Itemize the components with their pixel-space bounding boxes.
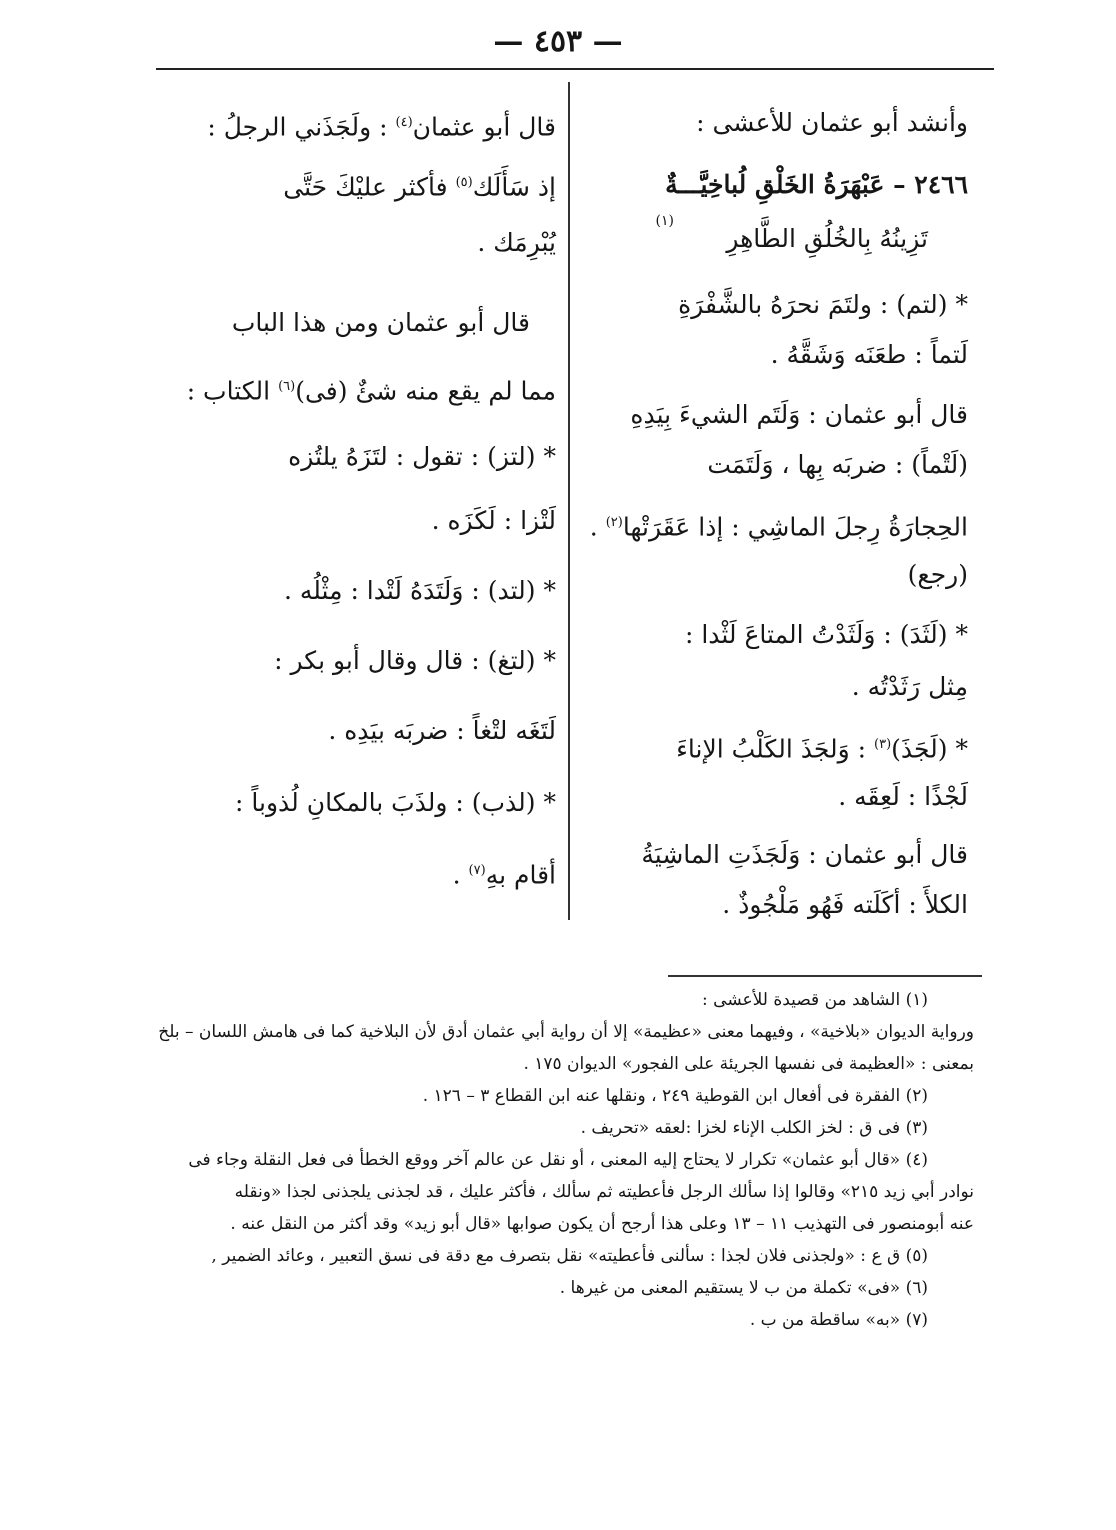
text-line: الحِجارَةُ رِجلَ الماشِي : إذا عَقَرَتْها$^{(٢)}$ . [589,512,968,542]
verse-line: تَزِينُهُ بِالخُلُقِ الطَّاهِرِ [726,224,928,253]
text-line: قال أبو عثمان : وَلَتَم الشيءَ بِيَدِهِ [630,400,968,429]
footnote: (١) الشاهد من قصيدة للأعشى : [702,990,928,1010]
text-line: * (لَثَدَ) : وَلَثَدْتُ المتاعَ لَثْدا : [684,620,968,649]
footnote: عنه أبومنصور فى التهذيب ١١ – ١٣ وعلى هذا أرجح أن يكون صوابها «قال أبو زيد» وقد أكثر من النقل عنه . [230,1214,974,1234]
footnote-ref: (٣) [874,737,892,752]
text-line: (لَتْماً) : ضربَه بِها ، وَلَتَمَت [707,450,968,479]
text-line: * (لذب) : ولذَبَ بالمكانِ لُذوباً : [235,788,556,817]
text-line: مما لم يقع منه شئٌ (فى)$^{(٦)}$ الكتاب : [186,376,556,406]
footnote: (٤) «قال أبو عثمان» تكرار لا يحتاج إليه المعنى ، أو نقل عن عالم آخر ووقع الخطأ فى فعل النقلة وجاء فى [188,1150,928,1170]
text-line: لَجْذًا : لَعِقَه . [838,782,968,811]
footnote-ref: (٥) [455,175,473,190]
text-line: أقام بهِ$^{(٧)}$ . [452,860,556,890]
text-line: * (لتز) : تقول : لتَزَهُ يلتُزه [288,442,556,471]
footnote-rule [668,975,982,977]
footnote: (٦) «فى» تكملة من ب لا يستقيم المعنى من غيرها . [559,1278,928,1298]
text-line: * (لتد) : وَلَتَدَهُ لَتْدا : مِثْلُه . [283,576,556,605]
text-line: يُبْرِمَك . [477,228,556,257]
text-line: مِثل رَثَدْتُه . [851,672,968,701]
text-line: لَتماً : طعَنَه وَشَقَّهُ . [770,340,968,369]
footnote-ref: (٤) [395,115,413,130]
text-line: لَتَغَه لتْغاً : ضربَه بيَدِه . [328,716,556,745]
footnote: (٧) «به» ساقطة من ب . [749,1310,928,1330]
text-line: * (لتغ) : قال وقال أبو بكر : [274,646,556,675]
text-line: * (لتم) : ولتَمَ نحرَهُ بالشَّفْرَةِ [678,290,968,319]
footnote: (٣) فى ق : لخز الكلب الإناء لخزا :لعقه «تحريف . [580,1118,928,1138]
text-line: وأنشد أبو عثمان للأعشى : [696,108,968,137]
footnote-ref: (٦) [278,379,296,394]
footnote-ref: (١) [655,213,674,229]
text-line: لَتْزا : لَكَزَه . [431,506,556,535]
footnote-ref: (٧) [468,863,486,878]
column-divider [568,82,570,920]
verse-line: ٢٤٦٦ – عَبْهَرَةُ الخَلْقِ لُباخِيَّـــةٌ [665,170,968,199]
footnote-ref: (٢) [605,515,623,530]
footnote: (٢) الفقرة فى أفعال ابن القوطية ٢٤٩ ، ونقلها عنه ابن القطاع ٣ – ١٢٦ . [422,1086,928,1106]
text-line: قال أبو عثمان ومن هذا الباب [231,308,530,337]
footnote: ورواية الديوان «بلاخية» ، وفيهما معنى «عظيمة» إلا أن رواية أبي عثمان أدق لأن البلاخية كما فى هامش اللسان – بلخ [158,1022,974,1042]
footnote: نوادر أبي زيد ٢١٥» وقالوا إذا سألك الرجل فأعطيته ثم سألك ، فأكثر عليك ، قد لجذنى يلجذنى لجذا «ونقله [234,1182,974,1202]
page-number: — ٤٥٣ — [493,24,623,59]
footnote: بمعنى : «العظيمة فى نفسها الجريئة على الفجور» الديوان ١٧٥ . [523,1054,974,1074]
text-line: (رجع) [907,560,968,589]
text-line: قال أبو عثمان : وَلَجَذَتِ الماشِيَةُ [641,840,968,869]
text-line: إذ سَأَلَك$^{(٥)}$ فأكثر عليْكَ حَتَّى [283,172,556,202]
text-line: قال أبو عثمان$^{(٤)}$ : ولَجَذَني الرجلُ : [207,112,556,142]
text-line: * (لَجَذَ)$^{(٣)}$ : وَلجَذَ الكَلْبُ الإناءَ [676,734,968,764]
header-rule [156,68,994,70]
footnote: (٥) ق ع : «ولجذنى فلان لجذا : سألنى فأعطيته» نقل بتصرف مع دقة فى نسق التعبير ، وعائد الضمير , [211,1246,928,1266]
text-line: الكلأَ : أكَلَته فَهُو مَلْجُوذٌ . [722,890,968,919]
